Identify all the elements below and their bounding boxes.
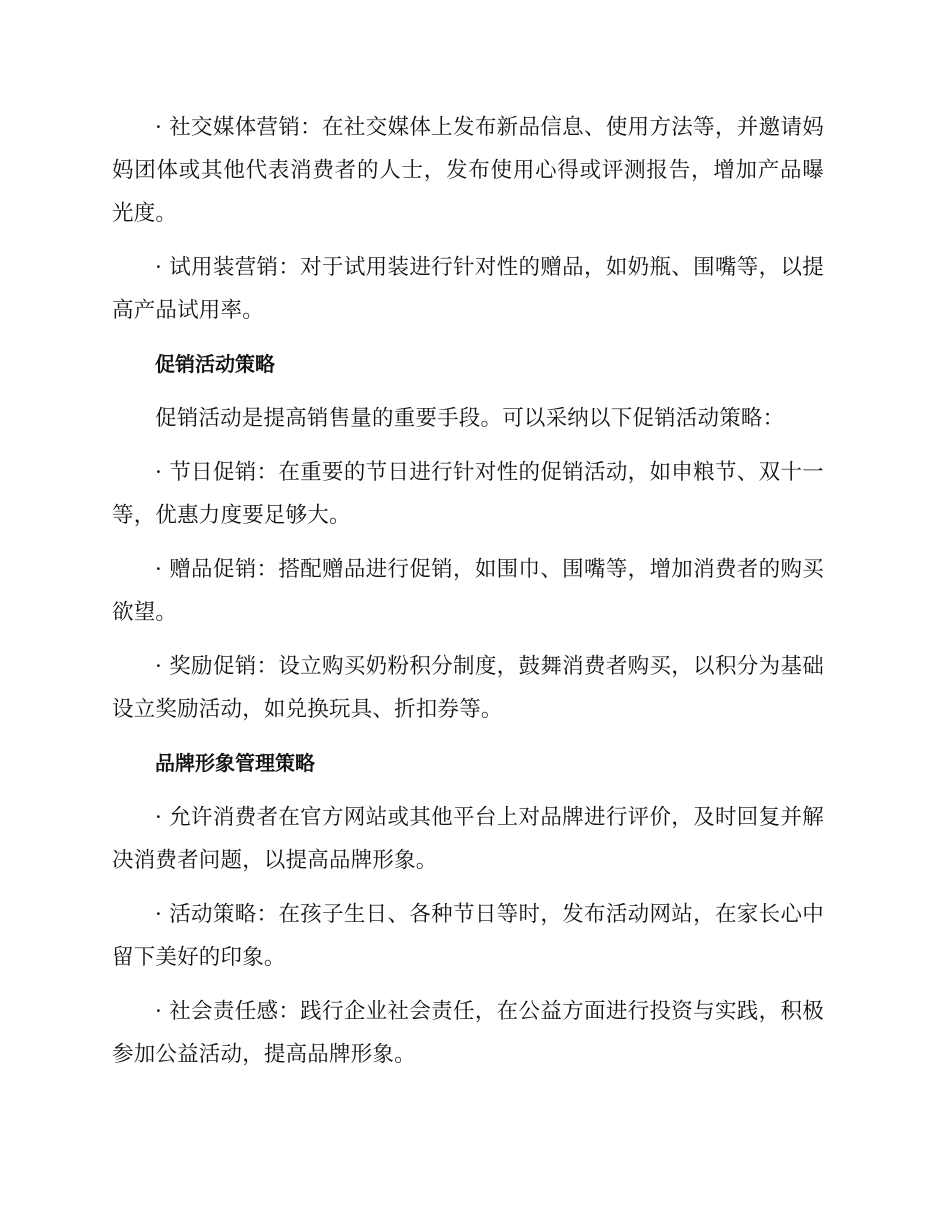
paragraph-gift-promotion: · 赠品促销：搭配赠品进行促销，如围巾、围嘴等，增加消费者的购买欲望。 [112, 557, 824, 625]
paragraph-event-strategy: · 活动策略：在孩子生日、各种节日等时，发布活动网站，在家长心中留下美好的印象。 [112, 902, 824, 970]
section-heading-promotion-strategy: 促销活动策略 [155, 352, 275, 376]
paragraph-promotion-intro: 促销活动是提高销售量的重要手段。可以采纳以下促销活动策略： [155, 406, 785, 431]
paragraph-reward-promotion: · 奖励促销：设立购买奶粉积分制度，鼓舞消费者购买，以积分为基础设立奖励活动，如兑换玩具、折扣券等。 [112, 654, 824, 722]
paragraph-holiday-promotion: · 节日促销：在重要的节日进行针对性的促销活动，如申粮节、双十一等，优惠力度要足够大。 [112, 460, 824, 528]
paragraph-social-responsibility: · 社会责任感：践行企业社会责任，在公益方面进行投资与实践，积极参加公益活动，提高品牌形象。 [112, 999, 824, 1067]
document-body [112, 106, 824, 1087]
paragraph-consumer-reviews: · 允许消费者在官方网站或其他平台上对品牌进行评价，及时回复并解决消费者问题，以提高品牌形象。 [112, 805, 824, 873]
section-heading-brand-image-strategy: 品牌形象管理策略 [155, 751, 315, 775]
paragraph-social-media-marketing: · 社交媒体营销：在社交媒体上发布新品信息、使用方法等，并邀请妈妈团体或其他代表消费者的人士，发布使用心得或评测报告，增加产品曝光度。 [112, 115, 824, 226]
paragraph-trial-pack-marketing: · 试用装营销：对于试用装进行针对性的赠品，如奶瓶、围嘴等，以提高产品试用率。 [112, 255, 824, 323]
